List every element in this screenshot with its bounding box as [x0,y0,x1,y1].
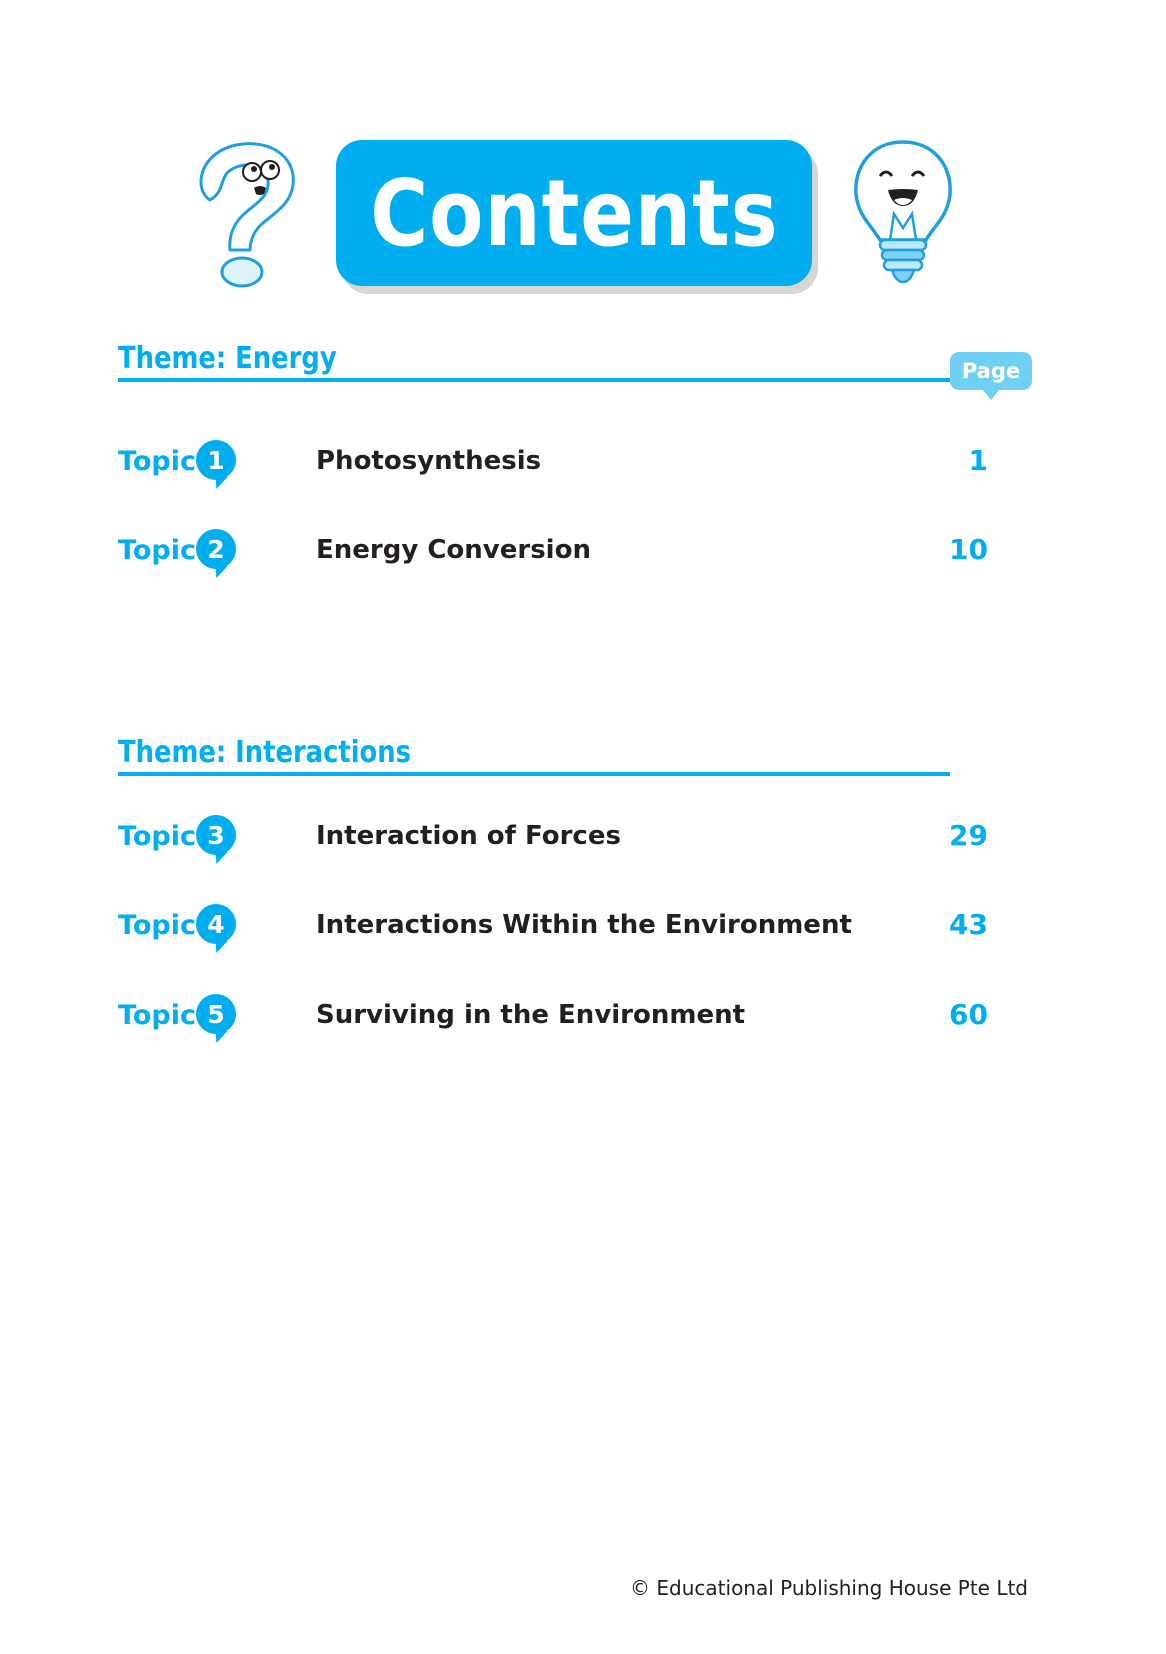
question-mark-character-icon [188,138,304,290]
light-bulb-character-icon [848,136,958,288]
topic-label: Topic [118,821,196,852]
topic-label: Topic [118,1000,196,1031]
topic-label: Topic [118,535,196,566]
topic-number-badge: 5 [196,994,236,1034]
toc-row-topic-2[interactable] [118,527,1018,577]
topic-page-number: 10 [949,533,988,566]
contents-header [0,0,1166,320]
page-badge-label: Page [961,359,1021,383]
topic-title[interactable]: Surviving in the Environment [316,1000,746,1030]
topic-number-badge: 2 [196,529,236,569]
theme-heading-interactions [118,728,950,776]
toc-row-topic-1[interactable] [118,438,1018,488]
topic-page-number: 29 [949,819,988,852]
copyright-footer: © Educational Publishing House Pte Ltd [630,1576,1028,1600]
topic-title[interactable]: Energy Conversion [316,535,591,565]
topic-title[interactable]: Interaction of Forces [316,821,621,851]
page-title: Contents [369,159,779,267]
topic-page-number: 1 [968,444,988,477]
page-badge [950,352,1032,390]
topic-number-badge: 4 [196,904,236,944]
topic-label: Topic [118,446,196,477]
topic-number-badge: 1 [196,440,236,480]
theme-heading-label: Theme: Energy [118,341,337,376]
topic-title[interactable]: Interactions Within the Environment [316,910,852,940]
topic-label: Topic [118,910,196,941]
topic-page-number: 43 [949,908,988,941]
contents-title-box [336,140,812,286]
topic-page-number: 60 [949,998,988,1031]
theme-heading-energy [118,334,950,382]
theme-heading-label: Theme: Interactions [118,735,412,770]
toc-row-topic-5[interactable] [118,992,1018,1042]
toc-row-topic-3[interactable] [118,813,1018,863]
toc-row-topic-4[interactable] [118,902,1018,952]
topic-title[interactable]: Photosynthesis [316,446,542,476]
topic-number-badge: 3 [196,815,236,855]
